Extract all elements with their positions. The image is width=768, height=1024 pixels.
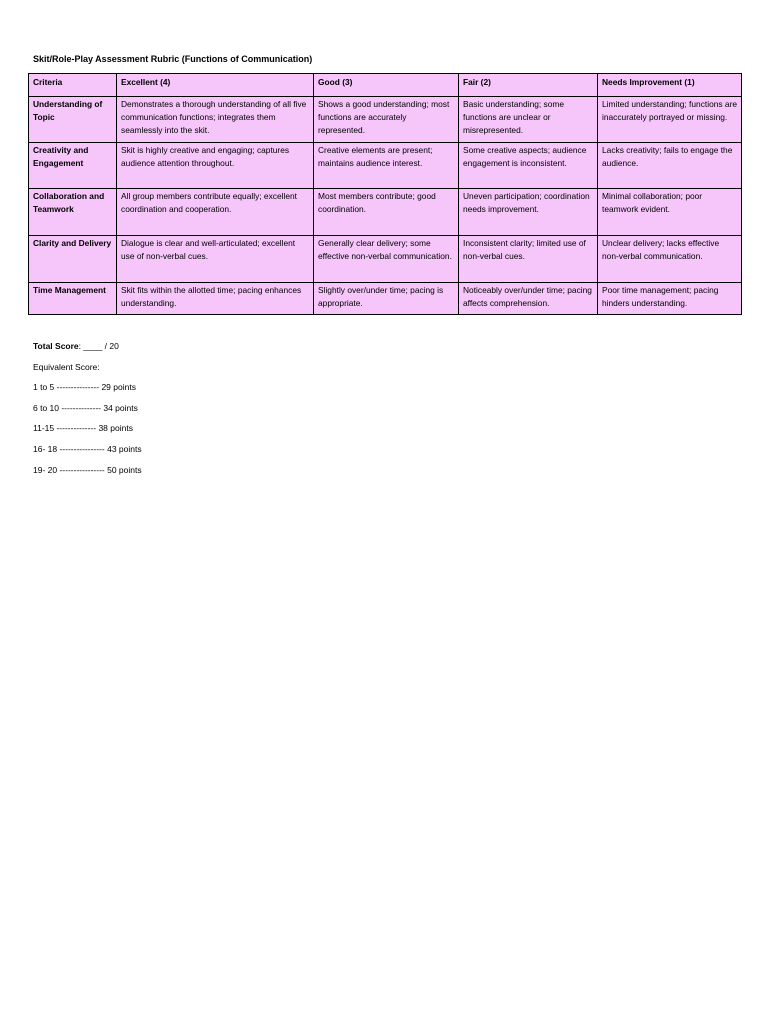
header-excellent: Excellent (4) [117,74,314,97]
rubric-cell: Basic understanding; some functions are unclear or misrepresented. [459,97,598,143]
total-score-line [33,340,142,361]
criteria-cell: Clarity and Delivery [29,236,117,283]
rubric-cell: Dialogue is clear and well-articulated; excellent use of non-verbal cues. [117,236,314,283]
total-score-label: Total Score [33,341,79,351]
rubric-cell: Poor time management; pacing hinders understanding. [598,283,742,315]
header-needs-improvement: Needs Improvement (1) [598,74,742,97]
rubric-cell: All group members contribute equally; excellent coordination and cooperation. [117,189,314,236]
table-row [29,236,742,283]
table-row [29,189,742,236]
table-row [29,143,742,189]
header-good: Good (3) [314,74,459,97]
rubric-cell: Slightly over/under time; pacing is appropriate. [314,283,459,315]
score-range-item: 16- 18 ---------------- 43 points [33,443,142,454]
rubric-cell: Unclear delivery; lacks effective non-verbal communication. [598,236,742,283]
table-row [29,97,742,143]
total-score-value: : ____ / 20 [78,341,119,351]
rubric-cell: Inconsistent clarity; limited use of non-verbal cues. [459,236,598,283]
rubric-cell: Creative elements are present; maintains audience interest. [314,143,459,189]
rubric-cell: Demonstrates a thorough understanding of all five communication functions; integrates them seamlessly into the skit. [117,97,314,143]
rubric-table [28,73,742,315]
rubric-cell: Noticeably over/under time; pacing affects comprehension. [459,283,598,315]
score-range-item: 11-15 -------------- 38 points [33,423,133,434]
rubric-cell: Generally clear delivery; some effective non-verbal communication. [314,236,459,283]
score-range-item: 1 to 5 --------------- 29 points [33,382,136,393]
score-range-item: 19- 20 ---------------- 50 points [33,464,142,475]
rubric-cell: Skit fits within the allotted time; pacing enhances understanding. [117,283,314,315]
criteria-cell: Collaboration and Teamwork [29,189,117,236]
document-title: Skit/Role-Play Assessment Rubric (Functions of Communication) [33,54,313,64]
rubric-cell: Skit is highly creative and engaging; captures audience attention throughout. [117,143,314,189]
rubric-cell: Minimal collaboration; poor teamwork evident. [598,189,742,236]
rubric-cell: Most members contribute; good coordination. [314,189,459,236]
rubric-cell: Lacks creativity; fails to engage the audience. [598,143,742,189]
rubric-header-row [29,74,742,97]
table-row [29,283,742,315]
criteria-cell: Understanding of Topic [29,97,117,143]
header-criteria: Criteria [29,74,117,97]
scoring-section [33,340,142,484]
criteria-cell: Time Management [29,283,117,315]
rubric-cell: Shows a good understanding; most functions are accurately represented. [314,97,459,143]
rubric-cell: Some creative aspects; audience engagement is inconsistent. [459,143,598,189]
criteria-cell: Creativity and Engagement [29,143,117,189]
header-fair: Fair (2) [459,74,598,97]
equivalent-score-label: Equivalent Score: [33,361,100,372]
rubric-cell: Uneven participation; coordination needs improvement. [459,189,598,236]
rubric-cell: Limited understanding; functions are inaccurately portrayed or missing. [598,97,742,143]
score-range-item: 6 to 10 -------------- 34 points [33,402,138,413]
